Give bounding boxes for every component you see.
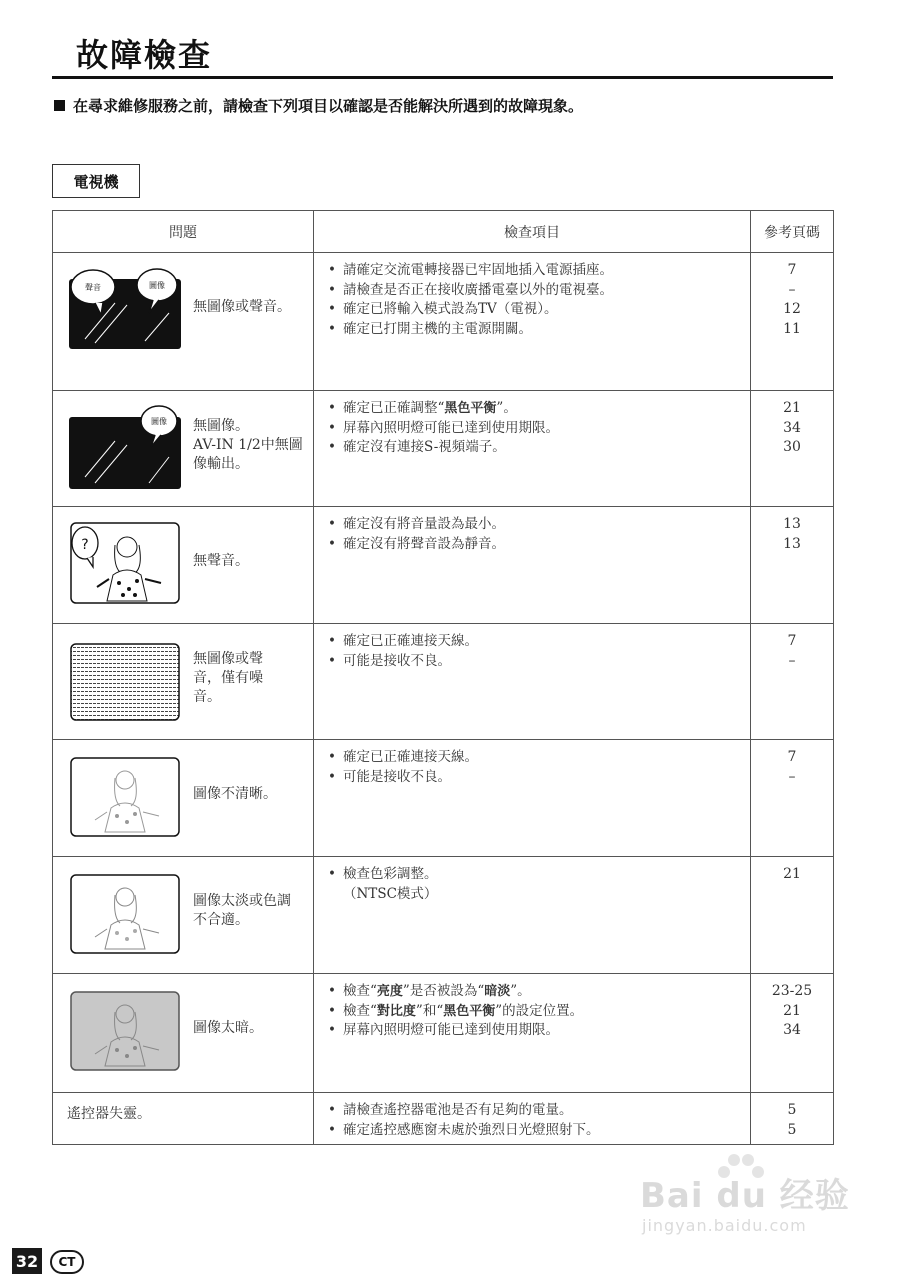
- reference-pages: [751, 399, 833, 458]
- troubleshooting-table: [52, 210, 834, 1145]
- problem-text: 圖像太淡或色調不合適。: [193, 893, 291, 928]
- title-rule: [52, 76, 833, 79]
- problem-text: 遙控器失靈。: [67, 1106, 151, 1122]
- check-list: [328, 261, 750, 339]
- ref-page: 34: [783, 1022, 801, 1038]
- square-bullet-icon: [54, 100, 65, 111]
- check-list: [328, 748, 750, 787]
- ref-page: 7: [787, 262, 797, 278]
- check-item: • 確定已將輸入模式設為TV（電視）。: [328, 300, 750, 320]
- reference-pages: [751, 1101, 833, 1140]
- table-row: [53, 1093, 834, 1145]
- header-problem: 問題: [53, 211, 314, 253]
- tv-pale-color-illustration: [65, 867, 185, 957]
- ref-page: 23-25: [771, 983, 813, 999]
- ref-page: 12: [783, 301, 801, 317]
- table-row: [53, 253, 834, 391]
- page-number: 32: [12, 1248, 42, 1274]
- ref-page: 13: [783, 535, 801, 552]
- check-item: • 屏幕內照明燈可能已達到使用期限。: [328, 1021, 750, 1041]
- check-item: • 屏幕內照明燈可能已達到使用期限。: [328, 419, 750, 439]
- reference-pages: [751, 865, 833, 885]
- check-item: • 檢查“對比度”和“黑色平衡”的設定位置。: [328, 1002, 750, 1022]
- tv-no-sound-illustration: [65, 517, 185, 607]
- tv-no-picture-no-sound-illustration: [65, 263, 185, 353]
- problem-text: 無圖像或聲音，僅有噪音。: [193, 650, 263, 705]
- check-note: （NTSC模式）: [343, 885, 438, 902]
- check-item: • 可能是接收不良。: [328, 652, 750, 672]
- reference-pages: [751, 261, 833, 339]
- intro-text: 在尋求維修服務之前，請檢查下列項目以確認是否能解決所遇到的故障現象。: [73, 97, 584, 115]
- check-item: • 請確定交流電轉接器已牢固地插入電源插座。: [328, 261, 750, 281]
- language-badge: CT: [50, 1250, 84, 1274]
- tv-dark-illustration: [65, 984, 185, 1074]
- table-row: [53, 740, 834, 857]
- bubble-question-mark: ?: [81, 537, 89, 553]
- check-item: • 確定沒有連接S-視頻端子。: [328, 438, 750, 458]
- page-title: 故障檢查: [76, 36, 213, 74]
- problem-text: 圖像不清晰。: [193, 785, 277, 802]
- check-item: • 確定已正確連接天線。: [328, 748, 750, 768]
- table-row: [53, 857, 834, 974]
- ref-page: 30: [783, 439, 801, 455]
- check-item: • 確定沒有將音量設為最小。: [328, 515, 750, 535]
- header-reference: 參考頁碼: [751, 211, 834, 253]
- check-item: • 確定遙控感應窗未處於強烈日光燈照射下。: [328, 1121, 750, 1141]
- ref-page: 7: [787, 633, 797, 649]
- section-label: 電視機: [52, 164, 140, 198]
- reference-pages: [751, 982, 833, 1041]
- ref-page: 21: [783, 400, 801, 416]
- problem-text: 無圖像或聲音。: [193, 298, 291, 315]
- ref-page: 7: [787, 749, 797, 765]
- bubble-picture-label: 圖像: [151, 417, 167, 426]
- tv-no-picture-illustration: [65, 401, 185, 491]
- ref-page: 5: [787, 1121, 797, 1138]
- baidu-watermark: [640, 1150, 855, 1245]
- table-row: [53, 391, 834, 507]
- watermark-main: Bai du 经验: [640, 1176, 850, 1216]
- problem-text: 無聲音。: [193, 552, 249, 569]
- ref-page: –: [788, 768, 796, 785]
- check-item: • 確定已打開主機的主電源開關。: [328, 320, 750, 340]
- check-list: [328, 632, 750, 671]
- ref-page: 34: [783, 419, 801, 436]
- reference-pages: [751, 748, 833, 787]
- check-item: • 檢查“亮度”是否被設為“暗淡”。: [328, 982, 750, 1002]
- check-list: [328, 399, 750, 458]
- check-list: [328, 515, 750, 554]
- reference-pages: [751, 515, 833, 554]
- bubble-picture-label: 圖像: [149, 281, 165, 290]
- check-list: [328, 1101, 750, 1140]
- check-list: [328, 865, 750, 904]
- check-item: • 確定已正確調整“黑色平衡”。: [328, 399, 750, 419]
- problem-text: 無圖像。 AV-IN 1/2中無圖像輸出。: [193, 417, 303, 472]
- table-row: [53, 974, 834, 1093]
- ref-page: 21: [783, 1002, 801, 1019]
- ref-page: –: [788, 281, 796, 298]
- check-item: • 請檢查是否正在接收廣播電臺以外的電視臺。: [328, 281, 750, 301]
- reference-pages: [751, 632, 833, 671]
- check-item: • 確定已正確連接天線。: [328, 632, 750, 652]
- table-row: [53, 624, 834, 740]
- ref-page: 5: [787, 1102, 797, 1118]
- check-list: [328, 982, 750, 1041]
- table-header-row: [53, 211, 834, 253]
- check-item: • 請檢查遙控器電池是否有足夠的電量。: [328, 1101, 750, 1121]
- watermark-url: jingyan.baidu.com: [642, 1216, 807, 1235]
- ref-page: 21: [783, 866, 801, 882]
- table-row: [53, 507, 834, 624]
- check-item: • 確定沒有將聲音設為靜音。: [328, 535, 750, 555]
- problem-text: 圖像太暗。: [193, 1019, 263, 1036]
- header-checks: 檢查項目: [314, 211, 751, 253]
- ref-page: 11: [783, 320, 801, 337]
- tv-unclear-illustration: [65, 750, 185, 840]
- check-item: • 可能是接收不良。: [328, 768, 750, 788]
- intro-note: [54, 95, 583, 116]
- check-item: • 檢查色彩調整。: [328, 865, 750, 885]
- tv-noise-illustration: [65, 634, 185, 724]
- ref-page: 13: [783, 516, 801, 532]
- ref-page: –: [788, 652, 796, 669]
- bubble-sound-label: 聲音: [85, 283, 101, 292]
